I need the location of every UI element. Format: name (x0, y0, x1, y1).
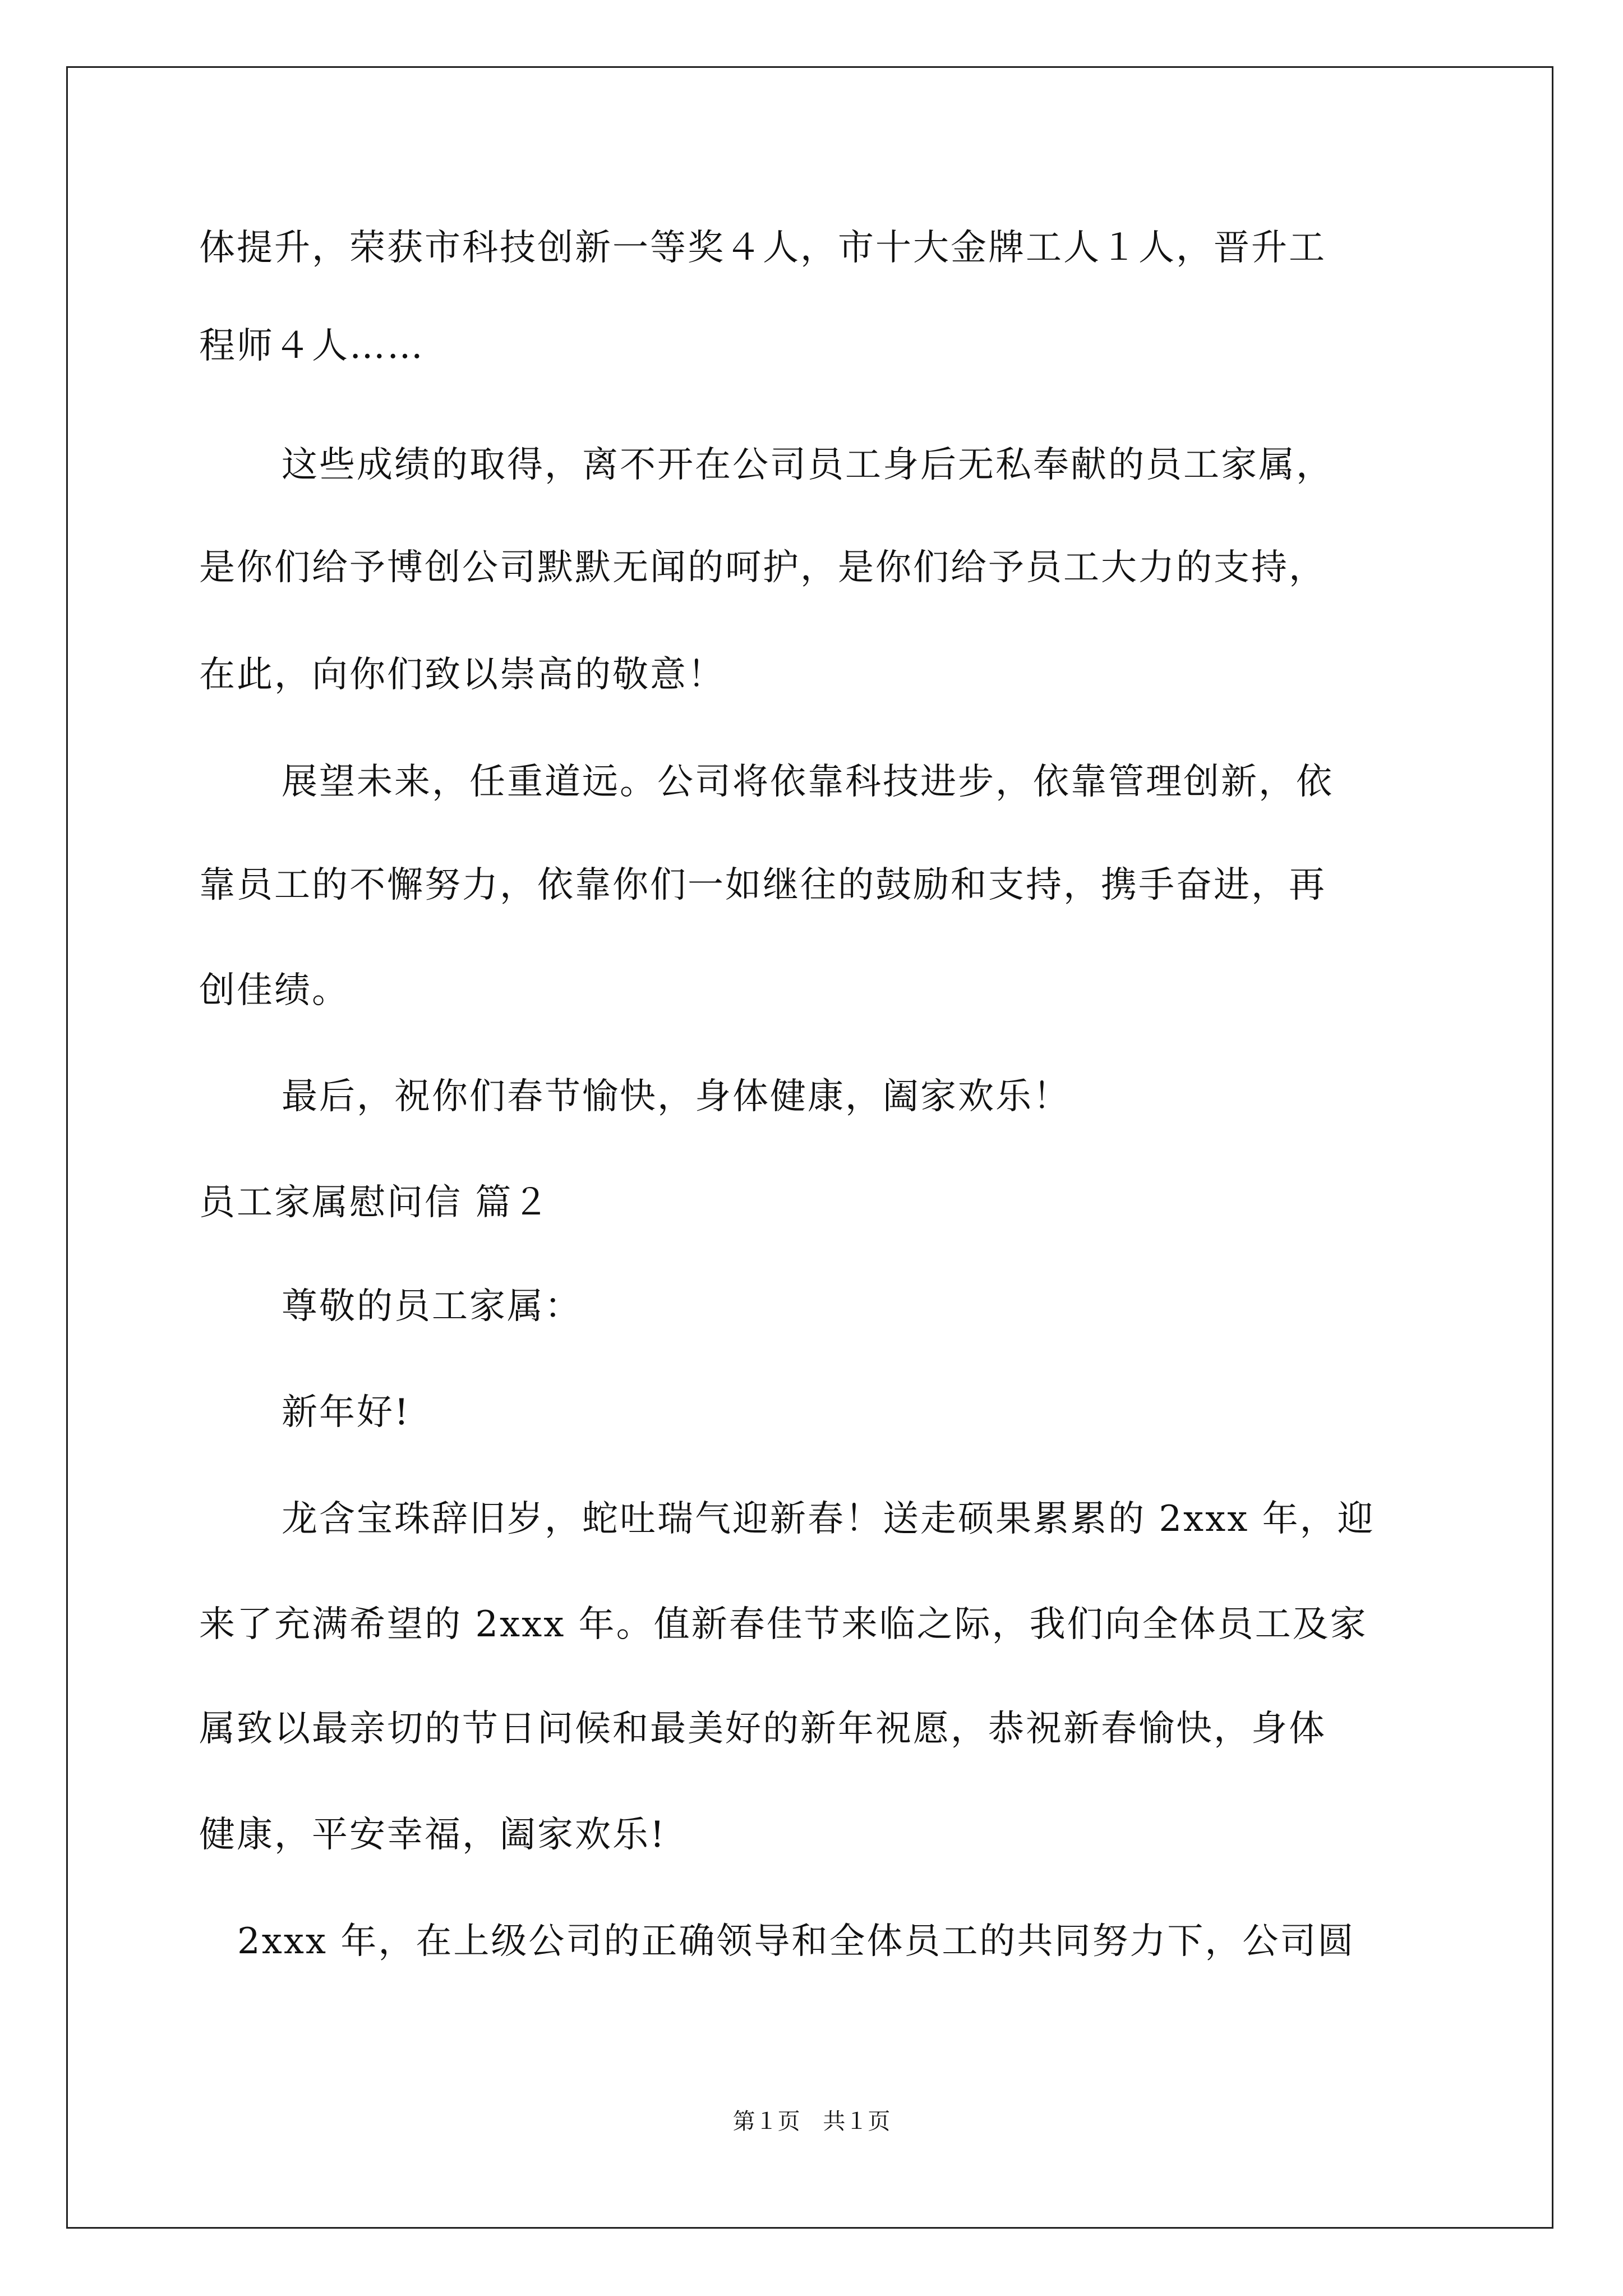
page-number: 第１页 (732, 2109, 800, 2134)
text-line: 程师４人…… (199, 325, 425, 367)
text-line: 是你们给予博创公司默默无闻的呵护，是你们给予员工大力的支持， (199, 547, 1326, 588)
salutation: 尊敬的员工家属： (282, 1286, 582, 1327)
paragraph-start: 展望未来，任重道远。公司将依靠科技进步，依靠管理创新，依 (282, 761, 1334, 803)
page-footer (0, 2110, 1623, 2133)
section-heading: 员工家属慰问信 篇２ (199, 1182, 551, 1223)
text-line: 体提升，荣获市科技创新一等奖４人，市十大金牌工人１人，晋升工 (199, 227, 1326, 269)
page-total: 共１页 (823, 2109, 891, 2134)
paragraph-start: 最后，祝你们春节愉快，身体健康，阖家欢乐！ (282, 1076, 1071, 1117)
paragraph-start: 龙含宝珠辞旧岁，蛇吐瑞气迎新春！送走硕果累累的 2xxx 年，迎 (282, 1498, 1375, 1540)
text-line: 创佳绩。 (199, 970, 349, 1011)
text-line: 来了充满希望的 2xxx 年。值新春佳节来临之际，我们向全体员工及家 (199, 1604, 1368, 1645)
text-line: 属致以最亲切的节日问候和最美好的新年祝愿，恭祝新春愉快，身体 (199, 1708, 1326, 1750)
greeting: 新年好! (282, 1392, 411, 1433)
text-line: 健康，平安幸福，阖家欢乐! (199, 1814, 666, 1856)
paragraph-start: 2xxx 年，在上级公司的正确领导和全体员工的共同努力下，公司圆 (237, 1921, 1355, 1962)
text-line: 靠员工的不懈努力，依靠你们一如继往的鼓励和支持，携手奋进，再 (199, 864, 1326, 906)
page-border (66, 66, 1553, 2229)
text-line: 在此，向你们致以崇高的敬意！ (199, 654, 725, 696)
paragraph-start: 这些成绩的取得，离不开在公司员工身后无私奉献的员工家属， (282, 444, 1334, 486)
